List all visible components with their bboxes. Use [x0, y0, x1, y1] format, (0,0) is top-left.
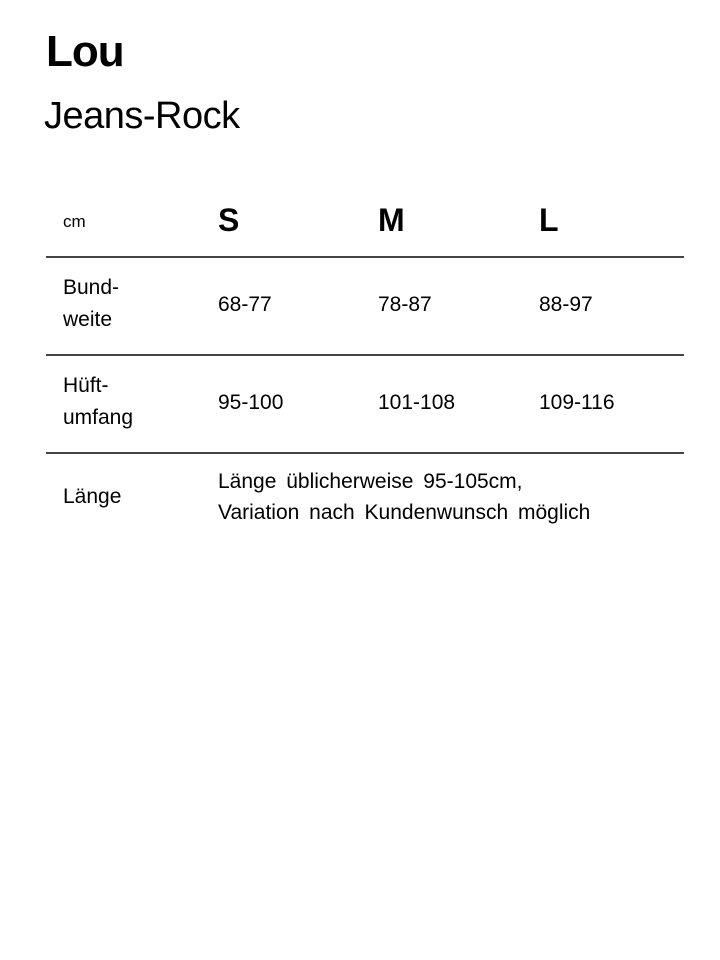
- waist-s-value: 68-77: [218, 293, 272, 316]
- product-name: Lou: [46, 27, 124, 76]
- waist-m-value: 78-87: [378, 293, 432, 316]
- hip-m-value: 101-108: [378, 391, 456, 414]
- size-header-row: [46, 180, 684, 258]
- product-type: Jeans-Rock: [44, 95, 240, 137]
- waist-row: [46, 258, 684, 356]
- size-table: [46, 180, 684, 550]
- hip-row: [46, 356, 684, 454]
- hip-s-value: 95-100: [218, 391, 284, 414]
- hip-label: Hüft- umfang: [63, 374, 134, 429]
- length-note: Länge üblicherweise 95-105cm, Variation nach Kundenwunsch möglich: [218, 470, 591, 524]
- length-label: Länge: [63, 485, 122, 508]
- waist-l-value: 88-97: [539, 293, 593, 316]
- length-row: [46, 454, 684, 550]
- size-m-header: M: [378, 202, 405, 238]
- waist-label: Bund- weite: [63, 276, 120, 331]
- size-s-header: S: [218, 202, 240, 238]
- hip-l-value: 109-116: [539, 391, 615, 414]
- size-l-header: L: [539, 202, 559, 238]
- unit-label: cm: [63, 212, 86, 231]
